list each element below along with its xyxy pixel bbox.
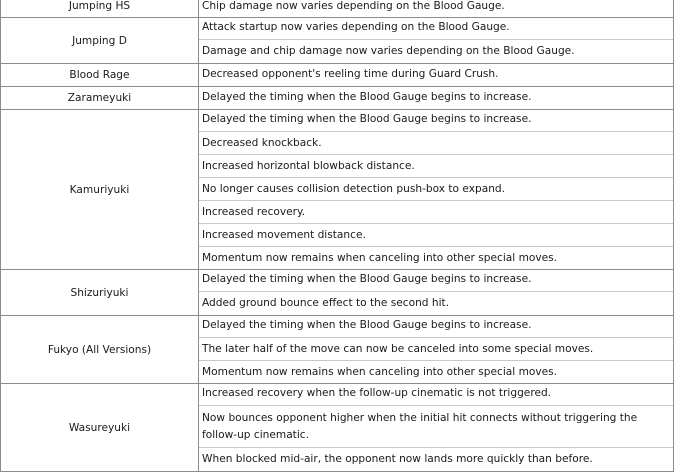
table-row bbox=[1, 384, 674, 472]
change-line: Momentum now remains when canceling into other special moves. bbox=[199, 246, 673, 269]
change-line: Increased movement distance. bbox=[199, 223, 673, 246]
move-name-cell: Jumping D bbox=[1, 18, 199, 64]
move-name-cell: Zarameyuki bbox=[1, 87, 199, 110]
change-line: When blocked mid-air, the opponent now lands more quickly than before. bbox=[199, 447, 673, 471]
change-line: Delayed the timing when the Blood Gauge begins to increase. bbox=[202, 91, 532, 103]
table-row bbox=[1, 270, 674, 316]
change-line: Decreased knockback. bbox=[199, 131, 673, 154]
changes-cell bbox=[199, 270, 674, 316]
change-line: Added ground bounce effect to the second hit. bbox=[199, 291, 673, 315]
table-row bbox=[1, 316, 674, 384]
change-line: Delayed the timing when the Blood Gauge begins to increase. bbox=[202, 113, 532, 125]
change-line: Delayed the timing when the Blood Gauge begins to increase. bbox=[202, 319, 532, 331]
change-line: Attack startup now varies depending on the Blood Gauge. bbox=[202, 21, 510, 33]
changes-cell bbox=[199, 18, 674, 64]
changes-cell bbox=[199, 110, 674, 270]
change-line: Increased recovery when the follow-up cinematic is not triggered. bbox=[202, 387, 552, 399]
change-line: Damage and chip damage now varies depending on the Blood Gauge. bbox=[199, 39, 673, 63]
change-line: The later half of the move can now be canceled into some special moves. bbox=[199, 337, 673, 360]
changes-cell bbox=[199, 316, 674, 384]
changes-cell bbox=[199, 64, 674, 87]
changes-cell bbox=[199, 87, 674, 110]
changes-cell bbox=[199, 384, 674, 472]
move-name-cell: Fukyo (All Versions) bbox=[1, 316, 199, 384]
change-line: Momentum now remains when canceling into other special moves. bbox=[199, 360, 673, 383]
changes-cell bbox=[199, 0, 674, 18]
change-line: Delayed the timing when the Blood Gauge begins to increase. bbox=[202, 273, 532, 285]
table-row bbox=[1, 87, 674, 110]
move-name-cell: Blood Rage bbox=[1, 64, 199, 87]
table-row bbox=[1, 110, 674, 270]
change-line: Chip damage now varies depending on the Blood Gauge. bbox=[202, 0, 505, 12]
change-line: Increased horizontal blowback distance. bbox=[199, 154, 673, 177]
move-name-cell: Wasureyuki bbox=[1, 384, 199, 472]
move-name-cell: Jumping HS bbox=[1, 0, 199, 18]
change-line: Decreased opponent's reeling time during Guard Crush. bbox=[202, 68, 499, 80]
move-name-cell: Kamuriyuki bbox=[1, 110, 199, 270]
change-line: No longer causes collision detection push-box to expand. bbox=[199, 177, 673, 200]
table-row bbox=[1, 64, 674, 87]
move-name-cell: Shizuriyuki bbox=[1, 270, 199, 316]
change-line: Now bounces opponent higher when the initial hit connects without triggering the follow-up cinematic. bbox=[199, 405, 673, 447]
table-row bbox=[1, 0, 674, 18]
change-line: Increased recovery. bbox=[199, 200, 673, 223]
table-row bbox=[1, 18, 674, 64]
